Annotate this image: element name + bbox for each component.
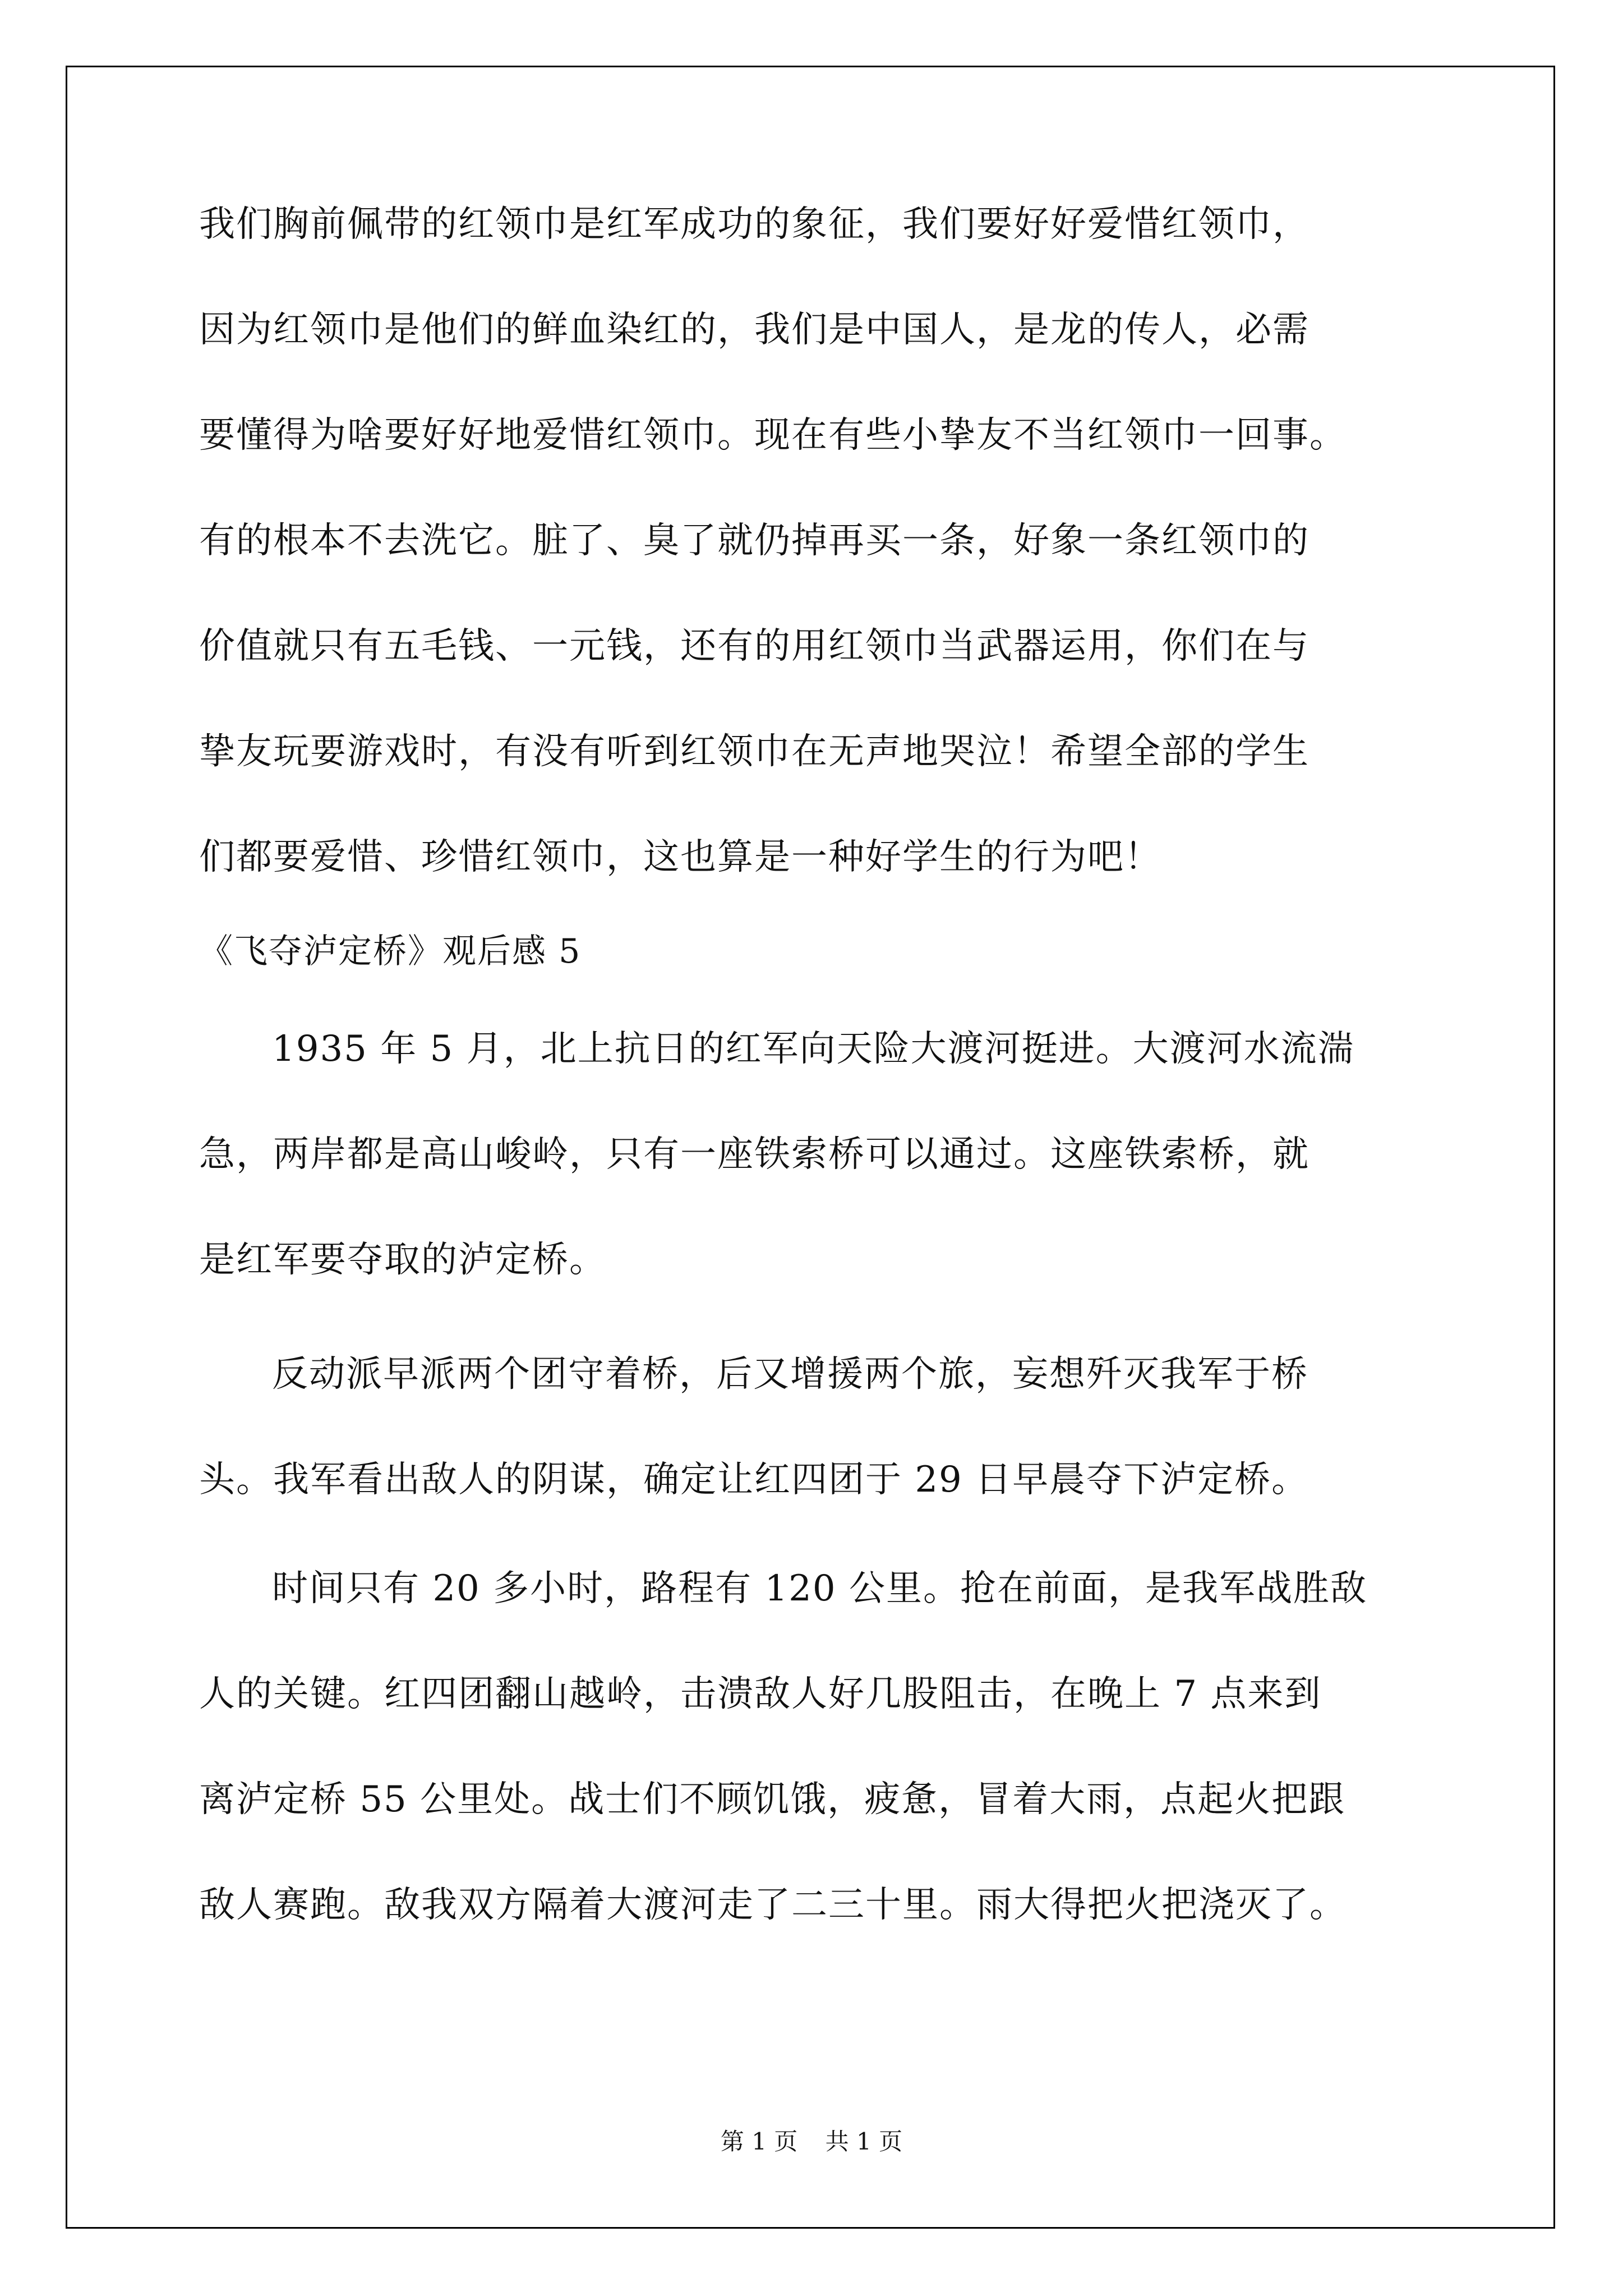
body-line: 急，两岸都是高山峻岭，只有一座铁索桥可以通过。这座铁索桥，就 (199, 1134, 1310, 1175)
body-line: 要懂得为啥要好好地爱惜红领巾。现在有些小挚友不当红领巾一回事。 (199, 415, 1347, 456)
body-line: 有的根本不去洗它。脏了、臭了就仍掉再买一条，好象一条红领巾的 (199, 520, 1310, 562)
body-line: 头。我军看出敌人的阴谋，确定让红四团于 29 日早晨夺下泸定桥。 (199, 1459, 1309, 1501)
body-line: 离泸定桥 55 公里处。战士们不顾饥饿，疲惫，冒着大雨，点起火把跟 (199, 1779, 1346, 1820)
body-line: 敌人赛跑。敌我双方隔着大渡河走了二三十里。雨大得把火把浇灭了。 (199, 1884, 1347, 1926)
section-heading: 《飞夺泸定桥》观后感 5 (199, 932, 582, 971)
body-line: 人的关键。红四团翻山越岭，击溃敌人好几股阻击，在晚上 7 点来到 (199, 1673, 1322, 1715)
body-line: 们都要爱惜、珍惜红领巾，这也算是一种好学生的行为吧！ (199, 836, 1161, 878)
body-line: 1935 年 5 月，北上抗日的红军向天险大渡河挺进。大渡河水流湍 (272, 1028, 1355, 1070)
body-line: 挚友玩要游戏时，有没有听到红领巾在无声地哭泣！希望全部的学生 (199, 731, 1310, 772)
body-line: 因为红领巾是他们的鲜血染红的，我们是中国人，是龙的传人，必需 (199, 309, 1310, 351)
page-total: 共 1 页 (825, 2128, 903, 2155)
body-line: 是红军要夺取的泸定桥。 (199, 1239, 606, 1281)
body-line: 我们胸前佩带的红领巾是红军成功的象征，我们要好好爱惜红领巾， (199, 204, 1310, 245)
body-line: 反动派早派两个团守着桥，后又增援两个旅，妄想歼灭我军于桥 (272, 1354, 1308, 1395)
page-footer (0, 2127, 1623, 2156)
body-line: 价值就只有五毛钱、一元钱，还有的用红领巾当武器运用，你们在与 (199, 625, 1310, 667)
body-line: 时间只有 20 多小时，路程有 120 公里。抢在前面，是我军战胜敌 (272, 1568, 1367, 1609)
page-number: 第 1 页 (720, 2128, 798, 2155)
